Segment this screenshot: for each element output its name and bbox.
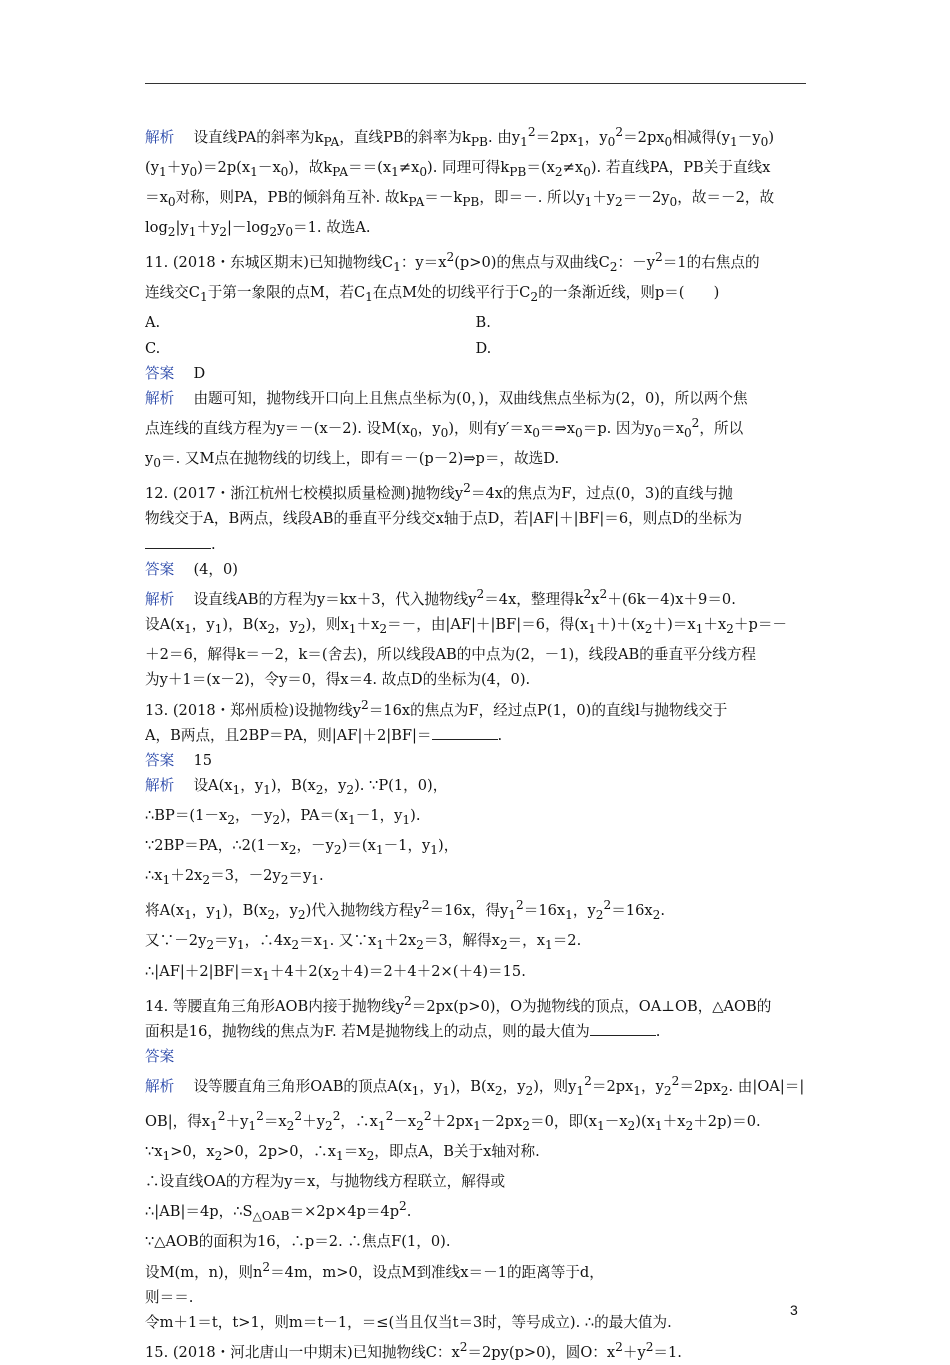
q15-stem-line: 15. (2018・河北唐山一中期末)已知抛物线C：$x^2=2py(p>0)$，圆O：$x^2+y^2=1$. [145, 1339, 682, 1361]
answer-value: (4，0) [193, 560, 238, 578]
q11-stem-line: 11. (2018・东城区期末)已知抛物线$C_1$：$y=x^2(p>0)$的焦点与双曲线$C_2$：$-y^2=1$的右焦点的 [145, 250, 760, 275]
q10-analysis-line: $\log_2|y_1+y_2|-\log_2y_0=1$. 故选A. [145, 219, 371, 240]
q13-stem-line: A，B两点，且2BP＝PA，则|AF|＋2|BF|＝ . [145, 726, 503, 744]
q14-answer [145, 1044, 806, 1069]
answer-label: 答案 [145, 560, 175, 578]
q12-answer [145, 557, 806, 582]
q12-stem-line: 物线交于A，B两点，线段AB的垂直平分线交x轴于点D，若|AF|＋|BF|＝6，则点D的坐标为 [145, 510, 743, 528]
analysis-label: 解析 [145, 128, 175, 146]
q13-analysis-line: ∵2BP＝PA，$\therefore 2(1-x_2$，$-y_2)=(x_1-1$，$y_1$)， [145, 837, 459, 858]
q14-analysis-line: 解析 设等腰直角三角形OAB的顶点$A(x_1$，$y_1$)，$B(x_2$，$y_2$)，则$y_1^2=2px_1$，$y_2^2=2px_2$. 由|OA|＝| [145, 1074, 805, 1098]
q12-stem-line: . [145, 532, 806, 557]
q14-stem-line: 14. 等腰直角三角形AOB内接于抛物线$y^2=2px(p>0)$，O为抛物线的顶点，OA⊥OB，△AOB的 [145, 993, 772, 1015]
q14-analysis-line: 则＝＝. [145, 1288, 194, 1306]
answer-blank [590, 1021, 656, 1036]
option-d: D. [475, 339, 492, 357]
option-c: C. [145, 339, 161, 357]
q10-analysis-line: 解析 设直线PA的斜率为$k_{PA}$，直线PB的斜率为$k_{PB}$. 由$y_1^2=2px_1$，$y_0^2=2px_0$相减得$(y_1-y_0)$ [145, 125, 775, 149]
q11-answer [145, 361, 806, 386]
q10-analysis-line: $=x_0$对称，则PA，PB的倾斜角互补. 故$k_{PA}=-k_{PB}$，即＝－. 所以$y_1+y_2=-2y_0$，故＝－2，故 [145, 189, 775, 209]
answer-label: 答案 [145, 751, 175, 769]
q14-analysis-line: $\because x_1>0$，$x_2>0$，2p>0，$\therefore x_1=x_2$，即点A，B关于x轴对称. [145, 1143, 540, 1163]
q13-analysis-line: 将$A(x_1$，$y_1$)，$B(x_2$，$y_2$)代入抛物线方程$y^2=16x$，得$y_1^2=16x_1$，$y_2^2=16x_2$. [145, 898, 665, 923]
q13-analysis-line: 又$\because-2y_2=y_1$，$\therefore 4x_2=x_1$. 又$\because x_1+2x_2=3$，解得$x_2=$，$x_1=2$. [145, 932, 582, 953]
q13-stem-line: 13. (2018・郑州质检)设抛物线$y^2=16x$的焦点为F，经过点P(1，0)的直线l与抛物线交于 [145, 697, 728, 719]
page-number: 3 [790, 1302, 798, 1318]
answer-value: D [193, 364, 206, 382]
answer-blank [432, 725, 498, 740]
answer-value: 15 [193, 751, 213, 769]
answer-label: 答案 [145, 364, 175, 382]
header-rule [145, 83, 806, 84]
answer-blank [145, 534, 211, 549]
q13-analysis-line: $\therefore|AF|+2|BF|=x_1+4+2(x_2+4)=2+4+2\times(+4)=15$. [145, 962, 526, 983]
analysis-label: 解析 [145, 1077, 175, 1095]
q12-analysis-line: 为y＋1＝(x－2)，令y＝0，得x＝4. 故点D的坐标为(4，0). [145, 671, 531, 689]
q14-analysis-line: 令m＋1＝t，t>1，则m＝t－1，＝≤(当且仅当t＝3时，等号成立). ∴的最大值为. [145, 1313, 672, 1331]
q13-analysis-line: $\therefore BP=(1-x_2$，$-y_2$)，$PA=(x_1-1$，$y_1$). [145, 807, 421, 827]
answer-label: 答案 [145, 1047, 175, 1065]
q11-options-row [145, 336, 806, 361]
q10-analysis-line: $(y_1+y_0)=2p(x_1-x_0)$，故$k_{PA}==(x_1\ne x_0)$. 同理可得$k_{PB}=(x_2\ne x_0)$. 若直线PA，PB关于直线x [145, 158, 771, 179]
q11-options-row [145, 310, 806, 335]
analysis-label: 解析 [145, 389, 175, 407]
q12-analysis-line: 解析 设直线AB的方程为y＝kx＋3，代入抛物线$y^2=4x$，整理得$k^2x^2+(6k-4)x+9=0$. [145, 586, 736, 608]
q11-analysis-line: $y_0=$. 又M点在抛物线的切线上，即有＝－(p－2)⇒p＝，故选D. [145, 450, 560, 471]
page-content [145, 120, 806, 1365]
q14-analysis-line: ∴设直线OA的方程为y＝x，与抛物线方程联立，解得或 [145, 1173, 506, 1191]
q14-analysis-line: ∵△AOB的面积为16，∴p＝2. ∴焦点F(1，0). [145, 1233, 451, 1251]
q13-analysis-line: $\therefore x_1+2x_2=3$，$-2y_2=y_1$. [145, 867, 324, 888]
q14-analysis-line: ∴|AB|＝4p，$\therefore S_{\triangle OAB}=\times 2p\times 4p=4p^2$. [145, 1199, 412, 1224]
q12-stem-line: 12. (2017・浙江杭州七校模拟质量检测)抛物线$y^2=4x$的焦点为F，过点(0，3)的直线与抛 [145, 481, 733, 503]
q14-analysis-line: 设M(m，n)，则$n^2=4m$，m>0，设点M到准线x＝－1的距离等于d， [145, 1259, 604, 1281]
q11-analysis-line: 解析 由题可知，抛物线开口向上且焦点坐标为(0，)，双曲线焦点坐标为(2，0)，所以两个焦 [145, 389, 748, 407]
q13-analysis-line: 解析 设$A(x_1$，$y_1$)，$B(x_2$，$y_2$). ∵P(1，0)， [145, 776, 448, 797]
q13-answer [145, 748, 806, 773]
q11-analysis-line: 点连线的直线方程为y＝－(x－2). 设$M(x_0$，$y_0$)，则有$y'=x_0=\Rightarrow x_0=p$. 因为$y_0=x_0^2$，所以 [145, 416, 744, 440]
option-b: B. [475, 314, 491, 332]
q14-analysis-line: OB|，得$x_1^2+y_1^2=x_2^2+y_2^2$，$\therefore x_1^2-x_2^2+2px_1-2px_2=0$，即$(x_1-x_2)(x_1+x_2+2p)=0$. [145, 1109, 761, 1133]
q11-stem-line: 连线交$C_1$于第一象限的点M，若$C_1$在点M处的切线平行于$C_2$的一条渐近线，则p＝( ) [145, 284, 720, 305]
q12-analysis-line: 设$A(x_1$，$y_1$)，$B(x_2$，$y_2$)，则$x_1+x_2=-$，由|AF|＋|BF|＝6，得$(x_1+)+(x_2+)=x_1+x_2+p=-$ [145, 616, 788, 636]
analysis-label: 解析 [145, 776, 175, 794]
q12-analysis-line: ＋2＝6，解得k＝－2，k＝(舍去)，所以线段AB的中点为(2，－1)，线段AB的垂直平分线方程 [145, 646, 757, 664]
analysis-label: 解析 [145, 590, 175, 608]
option-a: A. [145, 314, 161, 332]
q14-stem-line: 面积是16，抛物线的焦点为F. 若M是抛物线上的动点，则的最大值为 . [145, 1022, 661, 1040]
